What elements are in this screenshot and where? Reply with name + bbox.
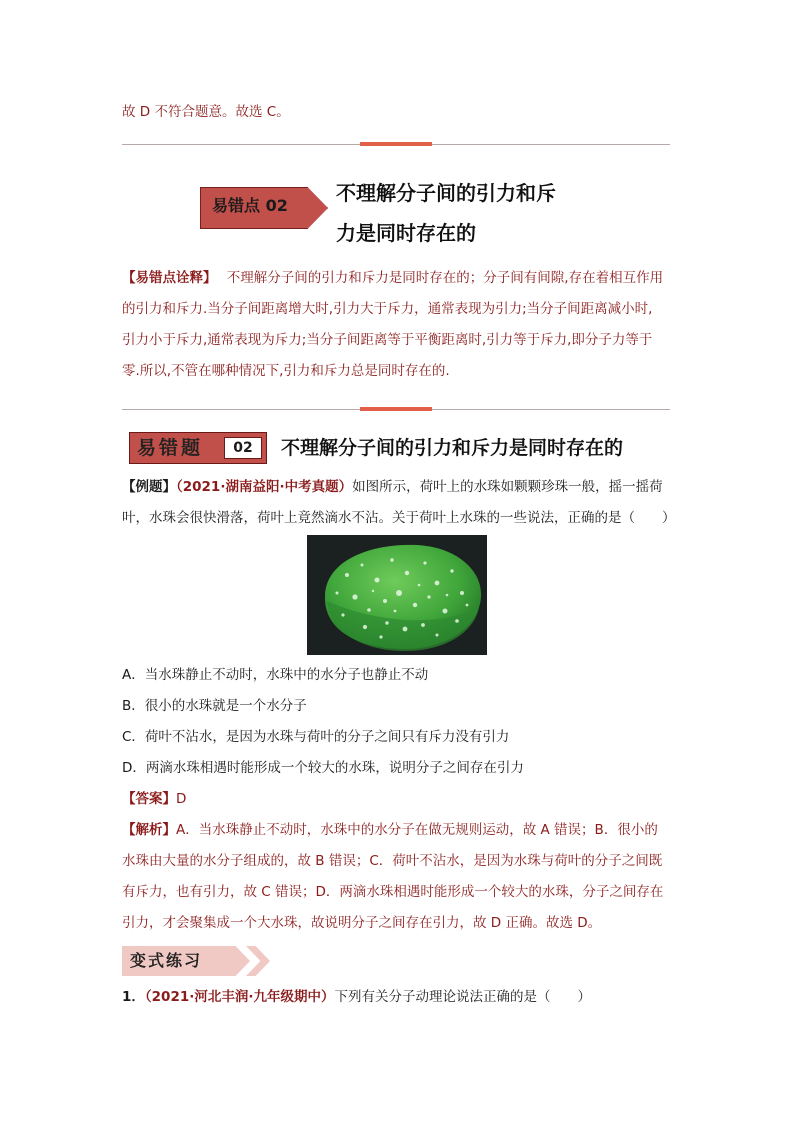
- lotus-leaf-illustration: [307, 535, 487, 655]
- section-title-line2: 力是同时存在的: [336, 221, 476, 245]
- divider-mark: [360, 142, 432, 146]
- error-item-label: 易错题: [137, 437, 204, 459]
- answer-label: 【答案】: [122, 791, 176, 807]
- example-line2: 叶，水珠会很快滑落，荷叶上竟然滴水不沾。关于荷叶上水珠的一些说法，正确的是（ ）: [122, 510, 676, 526]
- explanation-line3: 引力小于斥力,通常表现为斥力;当分子间距离等于平衡距离时,引力等于斥力,即分子力等于: [122, 332, 653, 348]
- explanation-text: 不理解分子间的引力和斥力是同时存在的；分子间有间隙,存在着相互作用: [226, 270, 664, 286]
- example-label: 【例题】: [122, 479, 176, 495]
- explanation-line1: [122, 267, 663, 289]
- answer: [122, 788, 186, 810]
- analysis-line2: 水珠由大量的水分子组成的，故 B 错误；C．荷叶不沾水，是因为水珠与荷叶的分子之间既: [122, 853, 663, 869]
- question-1-source: （2021·河北丰润·九年级期中）: [144, 989, 335, 1005]
- option-b: B．很小的水珠就是一个水分子: [122, 698, 307, 714]
- explanation-line2: 的引力和斥力.当分子间距离增大时,引力大于斥力，通常表现为引力;当分子间距离减小时,: [122, 301, 653, 317]
- option-c: C．荷叶不沾水，是因为水珠与荷叶的分子之间只有斥力没有引力: [122, 729, 510, 745]
- explanation-label: 【易错点诠释】: [122, 270, 217, 286]
- explanation-line4: 零.所以,不管在哪种情况下,引力和斥力总是同时存在的.: [122, 363, 450, 379]
- option-a: A．当水珠静止不动时，水珠中的水分子也静止不动: [122, 667, 429, 683]
- question-1: [122, 986, 591, 1008]
- example-source: （2021·湖南益阳·中考真题）: [176, 479, 353, 495]
- analysis-label: 【解析】: [122, 822, 176, 838]
- analysis-line4: 引力，才会聚集成一个大水珠，故说明分子之间存在引力，故 D 正确。故选 D。: [122, 915, 602, 931]
- practice-arrow: [226, 946, 250, 976]
- question-1-number: 1．: [122, 989, 145, 1005]
- example-line1: [122, 476, 663, 498]
- lotus-leaf-water-droplets-image: [307, 535, 487, 655]
- analysis-line3: 有斥力，也有引力，故 C 错误；D．两滴水珠相遇时能形成一个较大的水珠，分子之间存在: [122, 884, 664, 900]
- analysis-text: A．当水珠静止不动时，水珠中的水分子在做无规则运动，故 A 错误；B．很小的: [176, 822, 658, 838]
- option-d: D．两滴水珠相遇时能形成一个较大的水珠，说明分子之间存在引力: [122, 760, 524, 776]
- answer-value: D: [176, 791, 187, 807]
- analysis-line1: [122, 819, 658, 841]
- practice-label: 变式练习: [130, 951, 203, 970]
- error-item-number: 02: [233, 440, 253, 456]
- question-1-text: 下列有关分子动理论说法正确的是（ ）: [334, 989, 591, 1005]
- section-title-line1: 不理解分子间的引力和斥: [336, 181, 556, 205]
- divider-mark: [360, 407, 432, 411]
- example-text: 如图所示，荷叶上的水珠如颗颗珍珠一般，摇一摇荷: [352, 479, 663, 495]
- previous-conclusion: 故 D 不符合题意。故选 C。: [122, 104, 290, 120]
- section-badge-label: 易错点 02: [212, 196, 288, 215]
- error-item-title: 不理解分子间的引力和斥力是同时存在的: [281, 437, 624, 459]
